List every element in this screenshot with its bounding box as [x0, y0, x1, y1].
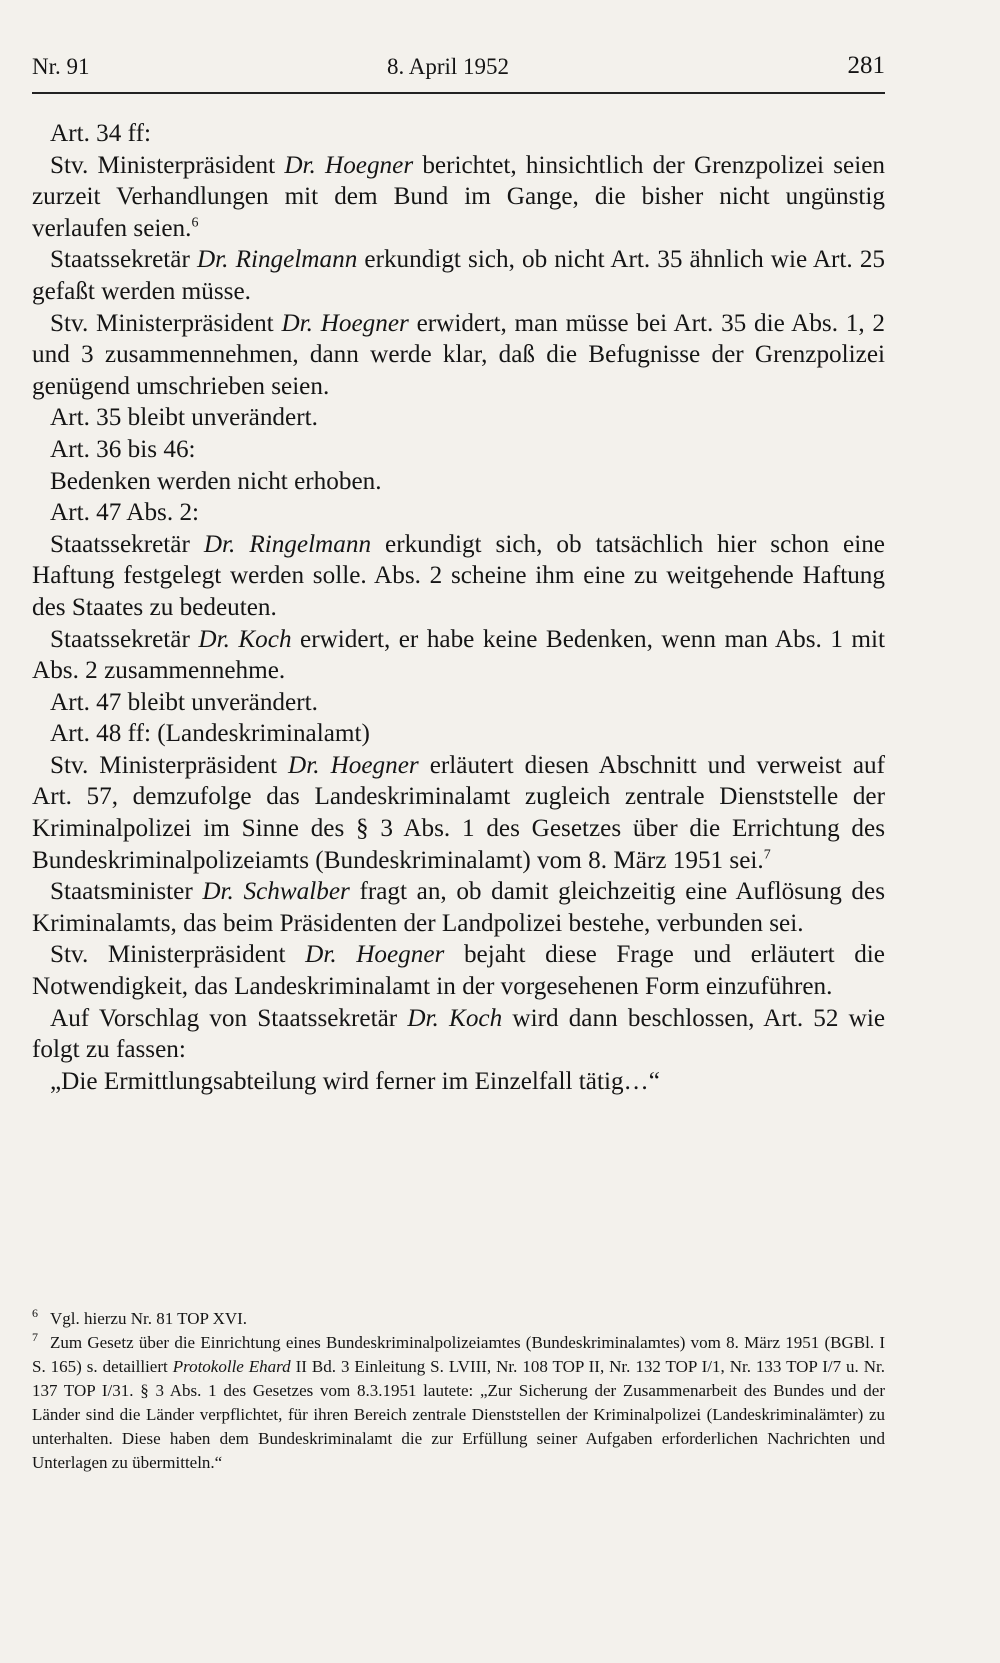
paragraph: Staatssekretär Dr. Ringelmann erkundigt sich, ob tatsächlich hier schon eine Haftung festgelegt werden solle. Abs. 2 scheine ihm eine zu weitgehende Haftung des Staates zu bedeuten.	[32, 530, 892, 621]
footnote-6: $^6$ Vgl. hierzu Nr. 81 TOP XVI.	[32, 1306, 248, 1328]
section-heading-art48: Art. 48 ff: (Landeskriminalamt)	[50, 720, 370, 748]
section-heading-art36: Art. 36 bis 46:	[50, 435, 196, 463]
speaker-name: Hoegner	[356, 941, 445, 969]
speaker-name: Ringelmann	[249, 530, 372, 558]
speaker-name: Schwalber	[243, 878, 350, 906]
footnotes	[32, 1307, 885, 1475]
speaker-name: Hoegner	[320, 309, 409, 337]
main-text	[32, 118, 892, 1097]
footnote-number: 6	[32, 1306, 38, 1321]
paragraph: Staatssekretär Dr. Koch erwidert, er habe keine Bedenken, wenn man Abs. 1 mit Abs. 2 zusammennehme.	[32, 625, 890, 685]
decision-line: Bedenken werden nicht erhoben.	[50, 467, 382, 495]
decision-line: Art. 35 bleibt unverändert.	[50, 404, 318, 432]
footnote-number: 7	[32, 1330, 38, 1345]
running-header	[32, 48, 885, 94]
paragraph: Auf Vorschlag von Staatssekretär Dr. Koch wird dann beschlossen, Art. 52 wie folgt zu fassen:	[32, 1004, 892, 1064]
footnote-ref: 6	[191, 215, 199, 231]
paragraph: Stv. Ministerpräsident Dr. Hoegner bejaht diese Frage und erläutert die Notwendigkeit, das Landeskriminalamt in der vorgesehenen Form einzuführen.	[32, 941, 892, 1001]
speaker-name: Koch	[449, 1004, 503, 1032]
section-heading-art34: Art. 34 ff:	[50, 120, 151, 147]
paragraph: Stv. Ministerpräsident Dr. Hoegner erläutert diesen Abschnitt und verweist auf Art. 57, demzufolge das Landeskriminalamt zugleich zentrale Dienststelle der Kriminalpolizei im Sinne des § 3 Abs. 1 des Gesetzes über die Errichtung des Bundeskriminalpolizeiamts (Bundeskriminalamt) vom 8. März 1951 sei.$^7$	[32, 751, 892, 874]
cited-work: Protokolle Ehard	[172, 1357, 291, 1376]
speaker-name: Ringelmann	[235, 246, 358, 274]
speaker-name: Hoegner	[325, 151, 414, 179]
speaker-name: Hoegner	[330, 751, 419, 779]
footnote-ref: 7	[763, 847, 771, 863]
section-heading-art47: Art. 47 Abs. 2:	[50, 499, 200, 527]
header-date: 8. April 1952	[387, 54, 510, 79]
page-number: 281	[847, 52, 885, 79]
document-number: Nr. 91	[32, 54, 90, 79]
paragraph: Stv. Ministerpräsident Dr. Hoegner erwidert, man müsse bei Art. 35 die Abs. 1, 2 und 3 zusammennehmen, dann werde klar, daß die Befugnisse der Grenzpolizei genügend umschrieben seien.	[32, 309, 892, 400]
decision-line: Art. 47 bleibt unverändert.	[50, 688, 318, 716]
speaker-name: Koch	[238, 625, 292, 653]
quoted-text: „Die Ermittlungsabteilung wird ferner im Einzelfall tätig…“	[50, 1067, 660, 1095]
paragraph: Stv. Ministerpräsident Dr. Hoegner berichtet, hinsichtlich der Grenzpolizei seien zurzeit Verhandlungen mit dem Bund im Gange, die bisher nicht ungünstig verlaufen seien.$^6$	[32, 151, 892, 242]
footnote-7: $^7$ Zum Gesetz über die Einrichtung eines Bundeskriminalpolizeiamtes (Bundeskriminalamtes) vom 8. März 1951 (BGBl. I S. 165) s. detailliert Protokolle Ehard II Bd. 3 Einleitung S. LVIII, Nr. 108 TOP II, Nr. 132 TOP I/1, Nr. 133 TOP I/7 u. Nr. 137 TOP I/31. § 3 Abs. 1 des Gesetzes vom 8.3.1951 lautete: „Zur Sicherung der Zusammenarbeit des Bundes und der Länder sind die Länder verpflichtet, für ihren Bereich zentrale Dienststellen der Kriminalpolizei (Landeskriminalämter) zu unterhalten. Diese haben dem Bundeskriminalamt die zur Erfüllung seiner Aufgaben erforderlichen Nachrichten und Unterlagen zu übermitteln.“	[32, 1330, 886, 1472]
paragraph: Staatsminister Dr. Schwalber fragt an, ob damit gleichzeitig eine Auflösung des Kriminalamts, das beim Präsidenten der Landpolizei bestehe, verbunden sei.	[32, 878, 892, 937]
paragraph: Staatssekretär Dr. Ringelmann erkundigt sich, ob nicht Art. 35 ähnlich wie Art. 25 gefaßt werden müsse.	[32, 246, 892, 305]
